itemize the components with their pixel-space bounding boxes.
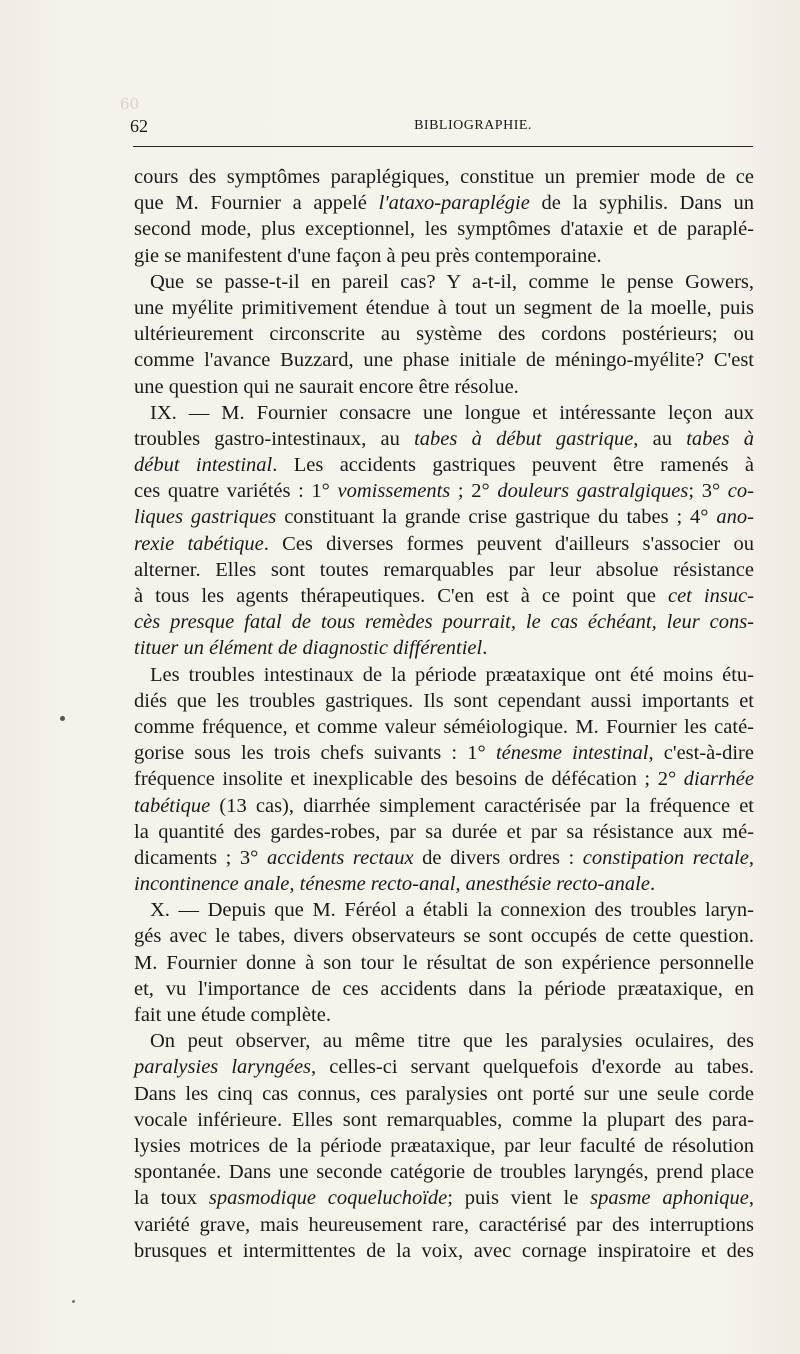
text-segment: . Les accidents gastriques peuvent être ramenés à bbox=[272, 454, 754, 477]
text-segment: gés avec le tabes, divers observateurs se sont occupés de cette question. bbox=[134, 925, 754, 948]
text-segment: ultérieurement circonscrite au système des cordons postérieurs; ou bbox=[134, 323, 754, 346]
text-segment: variété grave, mais heureusement rare, caractérisé par des interruptions bbox=[134, 1213, 754, 1236]
text-line bbox=[134, 557, 754, 583]
text-segment: lysies motrices de la période præataxique, par leur faculté de résolution bbox=[134, 1134, 754, 1157]
text-segment: dicaments ; 3° bbox=[134, 846, 267, 869]
text-segment: troubles gastro-intestinaux, au bbox=[134, 427, 415, 450]
text-segment: , au bbox=[633, 427, 687, 450]
text-line bbox=[134, 923, 754, 949]
text-segment: , celles-ci servant quelquefois d'exorde au tabes. bbox=[311, 1056, 754, 1079]
text-line bbox=[134, 531, 754, 557]
text-line bbox=[134, 1081, 754, 1107]
text-line bbox=[134, 452, 754, 478]
text-line bbox=[134, 478, 754, 504]
bleed-through-page-number: 60 bbox=[120, 95, 140, 113]
text-segment: ; 2° bbox=[450, 480, 498, 503]
italic-segment: tabes à bbox=[686, 427, 754, 450]
italic-segment: l'ataxo-paraplégie bbox=[378, 192, 530, 215]
text-segment: On peut observer, au même titre que les paralysies oculaires, des bbox=[150, 1030, 754, 1053]
text-line bbox=[134, 819, 754, 845]
text-line bbox=[134, 1002, 754, 1028]
text-line bbox=[134, 845, 754, 871]
text-segment: spontanée. Dans une seconde catégorie de troubles laryngés, prend place bbox=[134, 1161, 754, 1184]
italic-segment: douleurs gastralgiques bbox=[497, 480, 689, 503]
text-segment: la quantité des gardes-robes, par sa durée et par sa résistance aux mé- bbox=[134, 820, 754, 843]
text-segment: alterner. Elles sont toutes remarquables par leur absolue résistance bbox=[134, 558, 754, 581]
text-line bbox=[134, 400, 754, 426]
text-line bbox=[134, 374, 754, 400]
text-line bbox=[134, 1212, 754, 1238]
text-line bbox=[134, 164, 754, 190]
text-segment: X. — Depuis que M. Féréol a établi la connexion des troubles laryn- bbox=[150, 899, 754, 922]
text-line bbox=[134, 609, 754, 635]
text-segment: diés que les troubles gastriques. Ils sont cependant aussi importants et bbox=[134, 689, 754, 712]
text-segment: . Ces diverses formes peuvent d'ailleurs s'associer ou bbox=[263, 532, 754, 555]
text-segment: . bbox=[649, 873, 656, 896]
page-number: 62 bbox=[130, 116, 148, 136]
text-line bbox=[134, 950, 754, 976]
text-line bbox=[134, 269, 754, 295]
text-line bbox=[134, 793, 754, 819]
text-segment: que M. Fournier a appelé bbox=[134, 192, 379, 215]
text-segment: , c'est-à-dire bbox=[648, 742, 754, 765]
italic-segment: ténesme intestinal bbox=[495, 742, 649, 765]
text-segment: Les troubles intestinaux de la période præataxique ont été moins étu- bbox=[150, 663, 754, 686]
text-line bbox=[134, 740, 754, 766]
text-segment: la toux bbox=[134, 1187, 209, 1210]
italic-segment: paralysies laryngées bbox=[134, 1056, 312, 1079]
margin-speck bbox=[60, 716, 65, 721]
text-segment: , bbox=[748, 1187, 754, 1210]
text-line bbox=[134, 190, 754, 216]
text-segment: second mode, plus exceptionnel, les symptômes d'ataxie et de paraplé- bbox=[134, 218, 754, 241]
text-segment: de la syphilis. Dans un bbox=[529, 192, 754, 215]
text-line bbox=[134, 714, 754, 740]
text-line bbox=[134, 504, 754, 530]
italic-segment: tabétique bbox=[134, 794, 211, 817]
italic-segment: incontinence anale, ténesme recto-anal, anesthésie recto-anale bbox=[134, 873, 650, 896]
text-line bbox=[134, 1185, 754, 1211]
text-segment: ; 3° bbox=[688, 480, 728, 503]
text-segment: fréquence insolite et inexplicable des besoins de défécation ; 2° bbox=[134, 768, 684, 791]
text-line bbox=[134, 976, 754, 1002]
text-segment: . bbox=[482, 637, 488, 660]
text-line bbox=[134, 1054, 754, 1080]
italic-segment: accidents rectaux bbox=[266, 846, 414, 869]
text-line bbox=[134, 635, 754, 661]
text-line bbox=[134, 426, 754, 452]
text-line bbox=[134, 216, 754, 242]
italic-segment: ano- bbox=[716, 506, 754, 529]
text-segment: et, vu l'importance de ces accidents dans la période præataxique, en bbox=[134, 977, 754, 1000]
text-segment: gorise sous les trois chefs suivants : 1° bbox=[134, 742, 496, 765]
italic-segment: vomissements bbox=[337, 480, 451, 503]
italic-segment: diarrhée bbox=[683, 768, 754, 791]
margin-speck bbox=[72, 1300, 75, 1303]
body-text bbox=[134, 164, 754, 1264]
italic-segment: cet insuc- bbox=[667, 585, 754, 607]
italic-segment: début intestinal bbox=[134, 454, 273, 477]
text-segment: Dans les cinq cas connus, ces paralysies ont porté sur une seule corde bbox=[134, 1082, 754, 1105]
text-line bbox=[134, 871, 754, 897]
text-segment: comme fréquence, et comme valeur séméiologique. M. Fournier les caté- bbox=[134, 715, 754, 738]
text-segment: fait une étude complète. bbox=[134, 1004, 331, 1026]
text-segment: ; puis vient le bbox=[447, 1187, 591, 1210]
text-line bbox=[134, 243, 754, 269]
italic-segment: tabes à début gastrique bbox=[414, 427, 634, 450]
text-line bbox=[134, 662, 754, 688]
text-line bbox=[134, 766, 754, 792]
text-line bbox=[134, 1238, 754, 1264]
page-header bbox=[130, 116, 756, 138]
text-segment: gie se manifestent d'une façon à peu près contemporaine. bbox=[134, 244, 602, 267]
text-segment: une myélite primitivement étendue à tout un segment de la moelle, puis bbox=[134, 296, 754, 319]
text-segment: (13 cas), diarrhée simplement caractérisée par la fréquence et bbox=[210, 794, 754, 817]
text-line bbox=[134, 897, 754, 923]
header-rule bbox=[133, 146, 753, 147]
text-segment: vocale inférieure. Elles sont remarquables, comme la plupart des para- bbox=[134, 1108, 754, 1131]
italic-segment: rexie tabétique bbox=[134, 532, 264, 555]
italic-segment: spasmodique coqueluchoïde bbox=[208, 1187, 448, 1210]
italic-segment: constipation rectale, bbox=[582, 846, 754, 869]
text-segment: brusques et intermittentes de la voix, avec cornage inspiratoire et des bbox=[134, 1239, 754, 1262]
text-segment: une question qui ne saurait encore être résolue. bbox=[134, 375, 519, 398]
text-line bbox=[134, 347, 754, 373]
text-line bbox=[134, 688, 754, 714]
italic-segment: co- bbox=[727, 480, 754, 503]
text-line bbox=[134, 1028, 754, 1054]
text-segment: à tous les agents thérapeutiques. C'en est à ce point que bbox=[134, 585, 668, 607]
italic-segment: spasme aphonique bbox=[590, 1187, 749, 1210]
text-segment: cours des symptômes paraplégiques, constitue un premier mode de ce bbox=[134, 166, 754, 188]
text-segment: IX. — M. Fournier consacre une longue et intéressante leçon aux bbox=[150, 401, 754, 424]
italic-segment: cès presque fatal de tous remèdes pourrait, le cas échéant, leur cons- bbox=[134, 611, 754, 634]
text-line bbox=[134, 1107, 754, 1133]
text-line bbox=[134, 295, 754, 321]
text-segment: M. Fournier donne à son tour le résultat de son expérience personnelle bbox=[134, 951, 754, 974]
text-segment: Que se passe-t-il en pareil cas? Y a-t-il, comme le pense Gowers, bbox=[150, 270, 754, 293]
italic-segment: liques gastriques bbox=[134, 506, 277, 529]
text-segment: de divers ordres : bbox=[413, 846, 583, 869]
italic-segment: tituer un élément de diagnostic différentiel bbox=[134, 637, 483, 660]
text-line bbox=[134, 321, 754, 347]
text-segment: constituant la grande crise gastrique du tabes ; 4° bbox=[276, 506, 717, 529]
text-line bbox=[134, 1159, 754, 1185]
text-segment: comme l'avance Buzzard, une phase initiale de méningo-myélite? C'est bbox=[134, 349, 754, 372]
text-line bbox=[134, 583, 754, 609]
text-segment: ces quatre variétés : 1° bbox=[134, 480, 338, 503]
running-head: BIBLIOGRAPHIE. bbox=[414, 118, 532, 133]
text-line bbox=[134, 1133, 754, 1159]
